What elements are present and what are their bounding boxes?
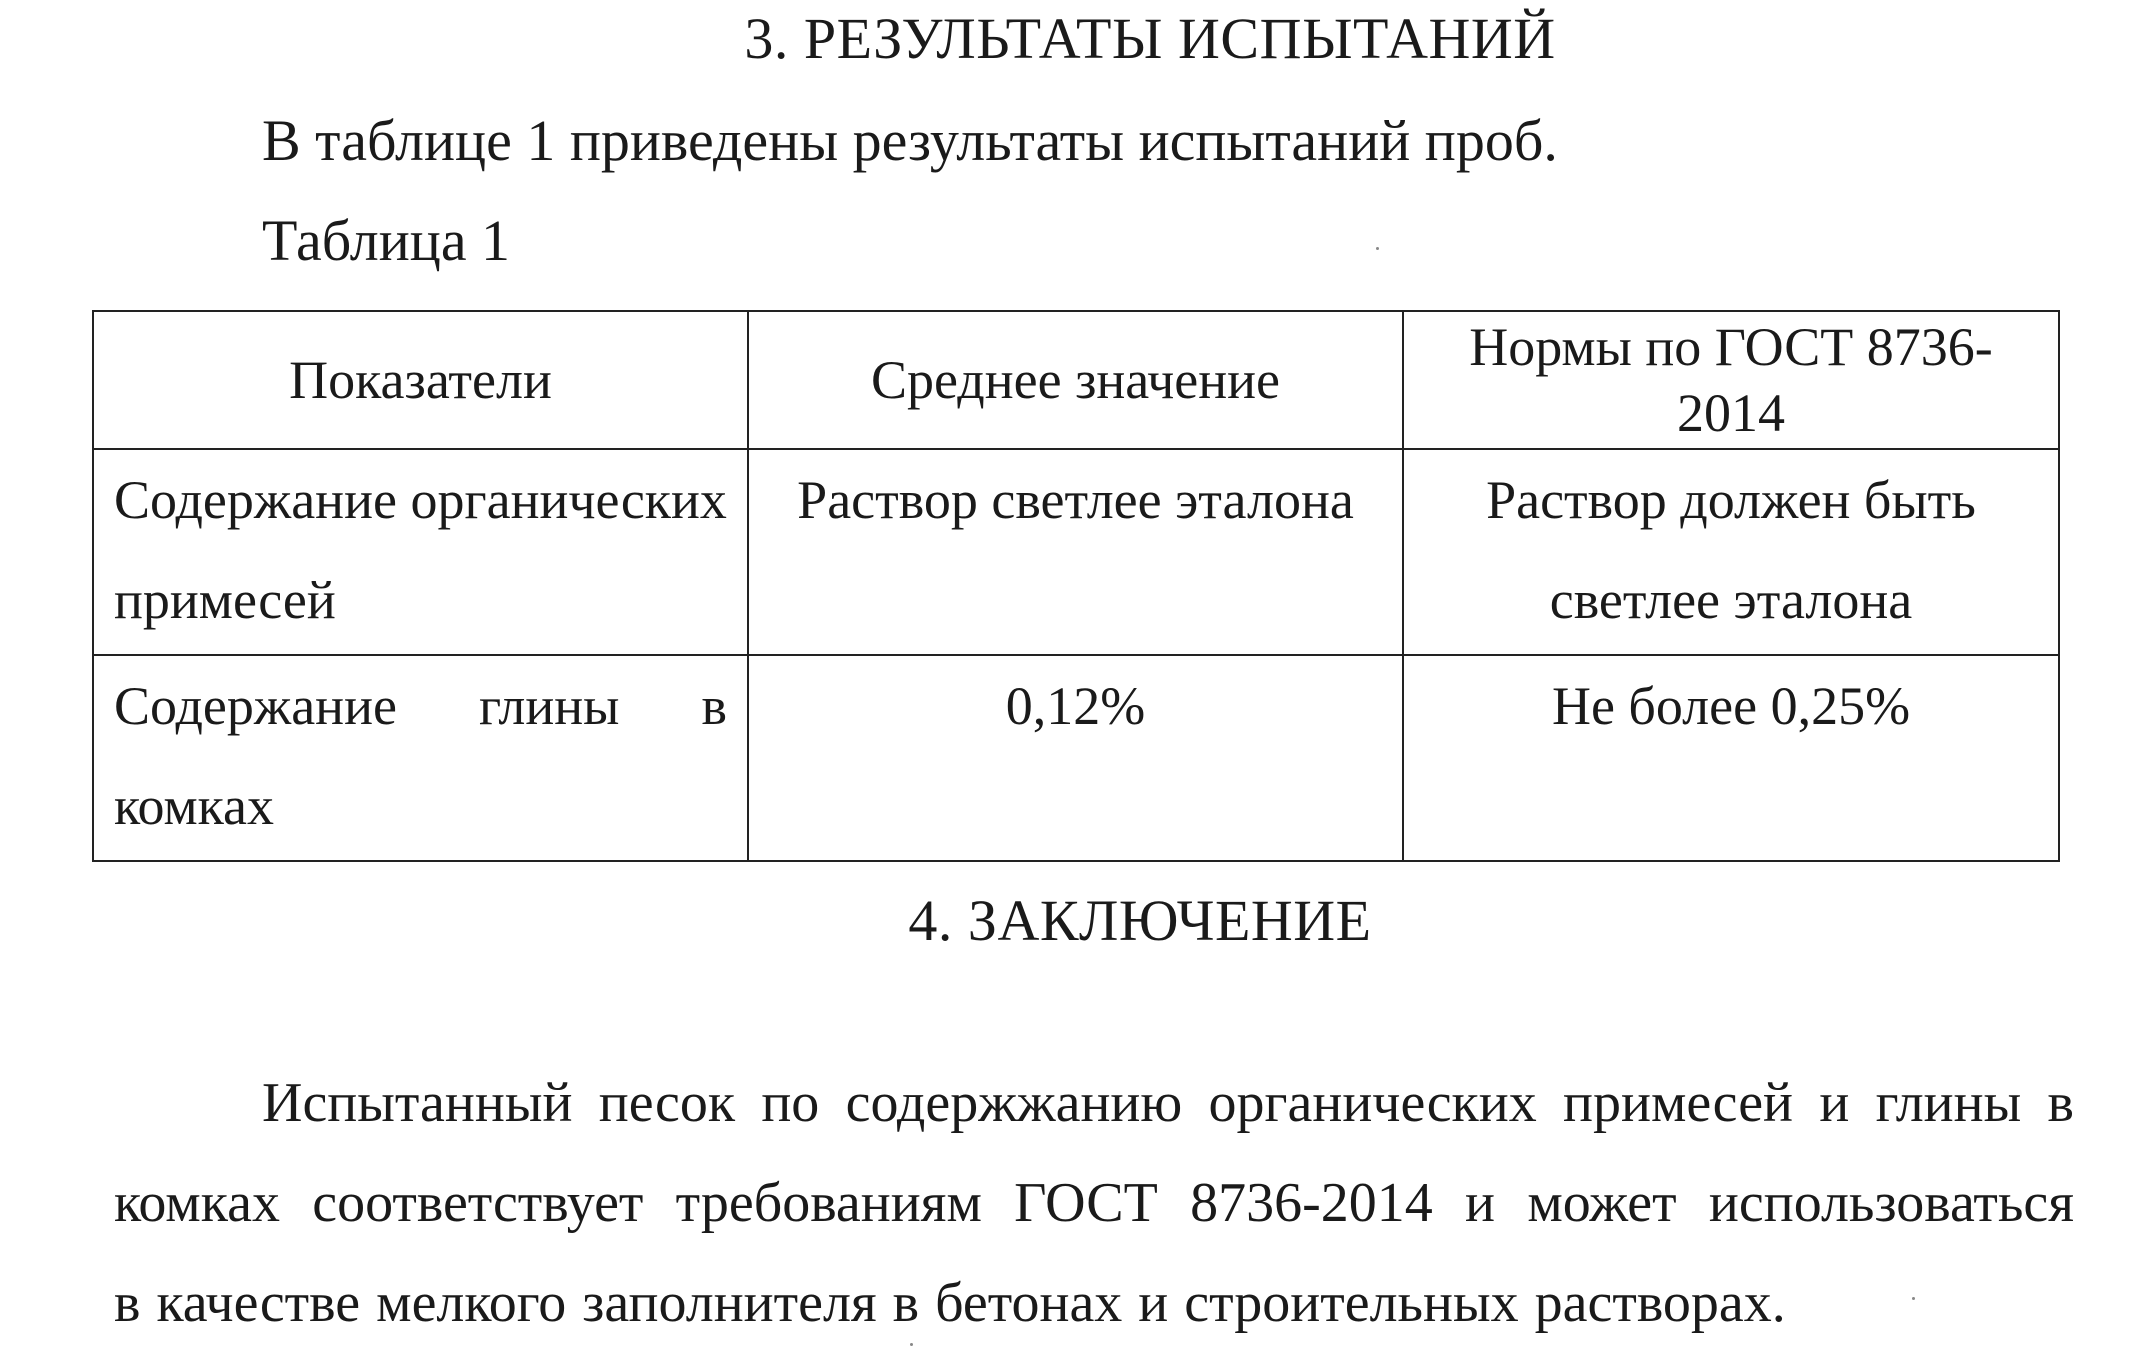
table-row xyxy=(93,449,2059,655)
section-3-intro: В таблице 1 приведены результаты испытаний проб. xyxy=(262,108,1558,173)
conclusion-paragraph xyxy=(114,1053,2074,1353)
header-norm: Нормы по ГОСТ 8736-2014 xyxy=(1403,311,2059,449)
cell-average: 0,12% xyxy=(748,655,1403,861)
conclusion-line: в качестве мелкого заполнителя в бетонах и строительных растворах. xyxy=(114,1272,1786,1334)
table-caption: Таблица 1 xyxy=(262,208,511,273)
cell-indicator: Содержание глины в комках xyxy=(93,655,748,861)
scan-speck xyxy=(1912,1297,1915,1300)
cell-indicator: Содержание органических примесей xyxy=(93,449,748,655)
cell-norm: Не более 0,25% xyxy=(1403,655,2059,861)
cell-average: Раствор светлее эталона xyxy=(748,449,1403,655)
scan-speck xyxy=(910,1343,913,1346)
section-4-title: 4. ЗАКЛЮЧЕНИЕ xyxy=(908,888,1372,953)
header-indicator: Показатели xyxy=(93,311,748,449)
header-average: Среднее значение xyxy=(748,311,1403,449)
table-row xyxy=(93,655,2059,861)
cell-norm: Раствор должен быть светлее эталона xyxy=(1403,449,2059,655)
table-header-row xyxy=(93,311,2059,449)
conclusion-line: Испытанный песок по содержжанию органических примесей и глины в xyxy=(262,1072,2074,1134)
section-3-title: 3. РЕЗУЛЬТАТЫ ИСПЫТАНИЙ xyxy=(744,6,1556,71)
results-table xyxy=(92,310,2060,862)
scan-speck xyxy=(1376,247,1379,250)
conclusion-line: комках соответствует требованиям ГОСТ 8736-2014 и может использоваться xyxy=(114,1172,2074,1234)
